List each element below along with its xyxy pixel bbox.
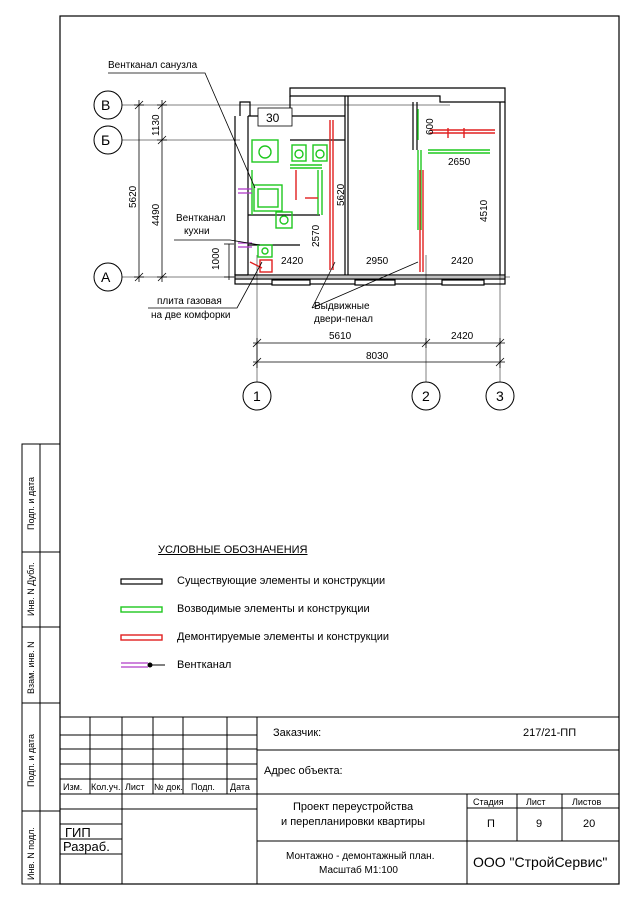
dim-total-5610: 5610 [329, 331, 352, 342]
side-stamp-dup-inv: Инв. N Дубл. [26, 562, 36, 616]
dim-total-2420: 2420 [451, 331, 474, 342]
callout-kitchen-vent-2: кухни [184, 226, 210, 237]
axis-row-b-label: Б [101, 132, 111, 148]
col-header-izm: Изм. [63, 782, 83, 792]
side-stamp-orig-inv: Инв. N подл. [26, 827, 36, 880]
callout-bath-vent: Вентканал санузла [108, 60, 198, 71]
dim-inner-600: 600 [425, 118, 436, 135]
callout-gas-stove-2: на две комфорки [151, 310, 231, 321]
col-header-date: Дата [230, 782, 250, 792]
dim-left-5620: 5620 [128, 185, 139, 208]
role-dev: Разраб. [63, 839, 110, 854]
doc-code: 217/21-ПП [523, 727, 577, 739]
project-title-1: Проект переустройства [293, 801, 414, 813]
legend-item-vent: Вентканал [177, 659, 232, 671]
dim-inner-2570: 2570 [311, 224, 322, 247]
room-30-label: 30 [266, 111, 280, 125]
col-header-doc: № док. [154, 782, 183, 792]
dim-bottom-2950: 2950 [366, 256, 389, 267]
customer-label: Заказчик: [273, 727, 322, 739]
drawing-title-1: Монтажно - демонтажный план. [286, 851, 435, 862]
role-gip: ГИП [65, 825, 91, 840]
new-elements [252, 109, 490, 257]
dim-inner-2650: 2650 [448, 157, 471, 168]
stage-value: П [487, 818, 495, 830]
side-stamp-replace-inv: Взам. инв. N [26, 641, 36, 694]
drawing-title-2: Масштаб М1:100 [319, 865, 398, 876]
callout-gas-stove-1: плита газовая [157, 296, 222, 307]
axis-col-2-label: 2 [422, 388, 430, 404]
side-stamp-sign-date-1: Подп. и дата [26, 476, 36, 530]
dim-left-1130: 1130 [151, 114, 162, 136]
callout-sliding-doors-1: Выдвижные [314, 301, 370, 312]
legend-item-existing: Существующие элементы и конструкции [177, 575, 386, 587]
col-header-list: Лист [125, 782, 145, 792]
legend-swatches [121, 579, 165, 668]
axis-row-v-label: В [101, 97, 111, 113]
callout-sliding-doors-2: двери-пенал [314, 314, 373, 325]
vent-channels [238, 189, 252, 247]
callout-kitchen-vent-1: Вентканал [176, 213, 226, 224]
axis-col-1-label: 1 [253, 388, 261, 404]
sheets-value: 20 [583, 818, 596, 830]
address-label: Адрес объекта: [264, 765, 343, 777]
legend-item-new: Возводимые элементы и конструкции [177, 603, 370, 615]
sheet-header: Лист [526, 797, 546, 807]
sheet-frame [60, 16, 619, 884]
sheets-header: Листов [572, 797, 602, 807]
legend-title: УСЛОВНЫЕ ОБОЗНАЧЕНИЯ [158, 544, 308, 556]
dim-total-8030: 8030 [366, 351, 389, 362]
legend-item-demolished: Демонтируемые элементы и конструкции [177, 631, 390, 643]
side-stamp-sign-date-2: Подп. и дата [26, 733, 36, 787]
stage-header: Стадия [473, 797, 504, 807]
axis-col-3-label: 3 [496, 388, 504, 404]
axis-row-a-label: А [101, 269, 111, 285]
dim-inner-4510: 4510 [479, 199, 490, 222]
dim-left-4490: 4490 [151, 203, 162, 226]
demolished-elements [250, 120, 495, 272]
dim-bottom-2420-a: 2420 [281, 256, 304, 267]
project-title-2: и перепланировки квартиры [281, 816, 426, 828]
dim-left-1000: 1000 [211, 247, 222, 270]
company-name: ООО "СтройСервис" [473, 854, 608, 870]
col-header-sign: Подп. [191, 782, 215, 792]
dim-bottom-2420-b: 2420 [451, 256, 474, 267]
col-header-kol: Кол.уч. [91, 782, 121, 792]
sheet-value: 9 [536, 818, 543, 830]
dim-inner-5620: 5620 [336, 183, 347, 206]
